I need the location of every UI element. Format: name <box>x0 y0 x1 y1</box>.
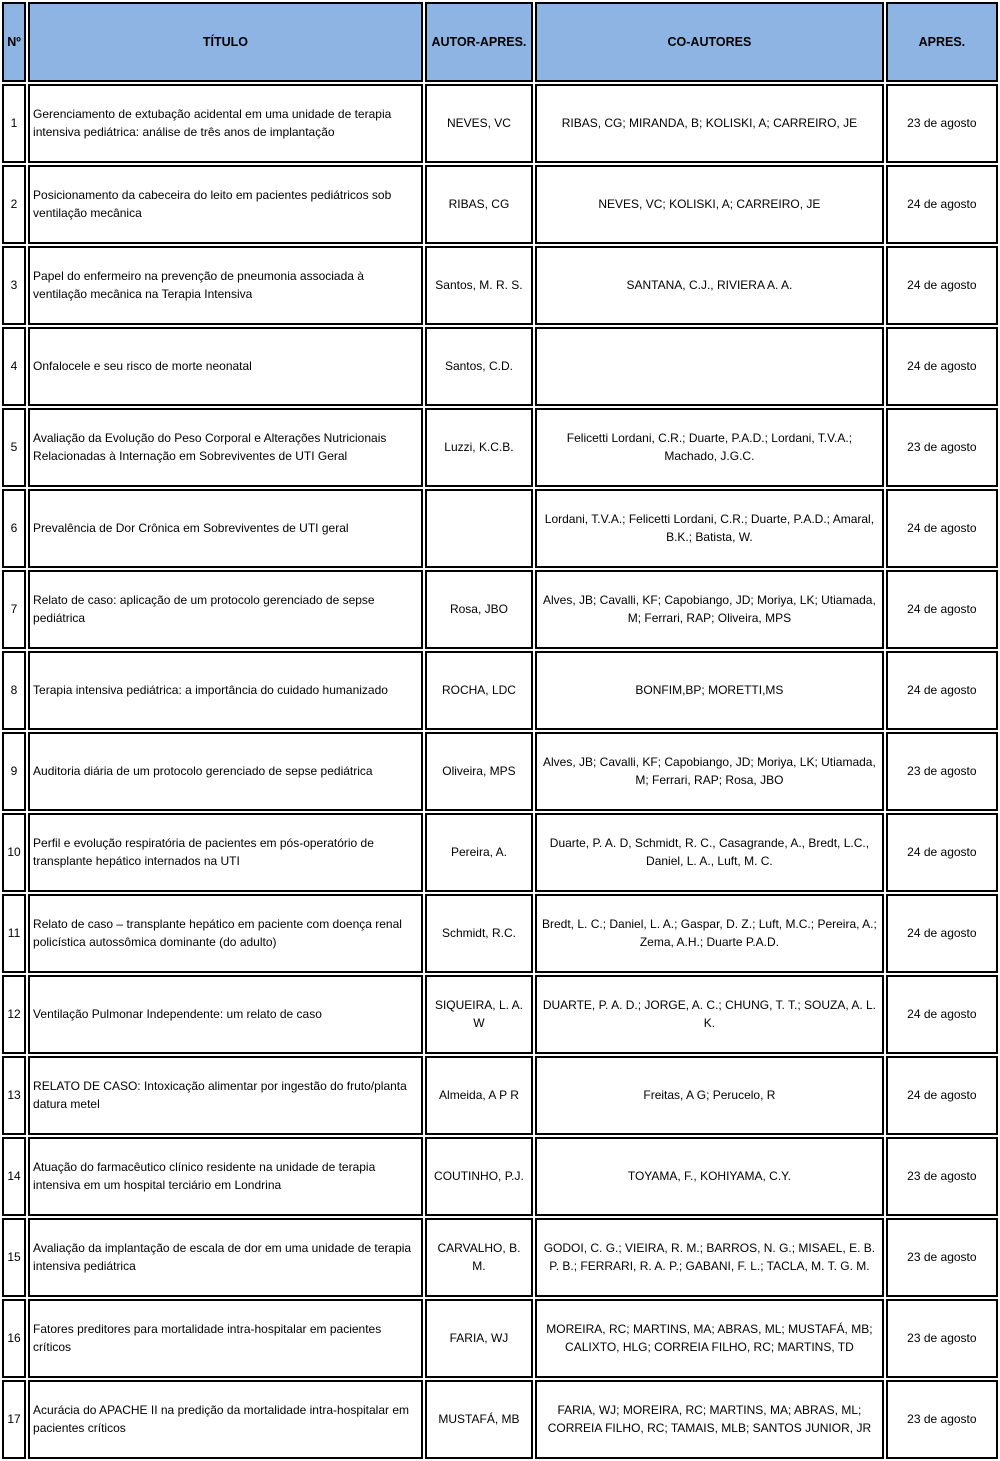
row-number-cell: 8 <box>2 651 26 730</box>
title-cell: Gerenciamento de extubação acidental em uma unidade de terapia intensiva pediátrica: análise de três anos de implantação <box>28 84 423 163</box>
date-cell: 24 de agosto <box>886 327 998 406</box>
table-row <box>2 1299 998 1378</box>
date-cell: 24 de agosto <box>886 894 998 973</box>
date-cell: 24 de agosto <box>886 246 998 325</box>
title-cell: Avaliação da implantação de escala de dor em uma unidade de terapia intensiva pediátrica <box>28 1218 423 1297</box>
author-cell: RIBAS, CG <box>425 165 533 244</box>
date-cell: 24 de agosto <box>886 651 998 730</box>
title-cell: Atuação do farmacêutico clínico residente na unidade de terapia intensiva em um hospital terciário em Londrina <box>28 1137 423 1216</box>
column-header-co-autores: CO-AUTORES <box>535 2 884 82</box>
title-cell: Acurácia do APACHE II na predição da mortalidade intra-hospitalar em pacientes críticos <box>28 1380 423 1459</box>
date-cell: 23 de agosto <box>886 408 998 487</box>
coauthors-cell: RIBAS, CG; MIRANDA, B; KOLISKI, A; CARREIRO, JE <box>535 84 884 163</box>
coauthors-cell: SANTANA, C.J., RIVIERA A. A. <box>535 246 884 325</box>
author-cell: FARIA, WJ <box>425 1299 533 1378</box>
date-cell: 23 de agosto <box>886 732 998 811</box>
title-cell: Onfalocele e seu risco de morte neonatal <box>28 327 423 406</box>
author-cell: SIQUEIRA, L. A. W <box>425 975 533 1054</box>
table-row <box>2 1056 998 1135</box>
coauthors-cell: Alves, JB; Cavalli, KF; Capobiango, JD; Moriya, LK; Utiamada, M; Ferrari, RAP; Oliveira, MPS <box>535 570 884 649</box>
author-cell: ROCHA, LDC <box>425 651 533 730</box>
date-cell: 23 de agosto <box>886 1137 998 1216</box>
coauthors-cell: Felicetti Lordani, C.R.; Duarte, P.A.D.; Lordani, T.V.A.; Machado, J.G.C. <box>535 408 884 487</box>
table-row <box>2 1137 998 1216</box>
author-cell: Santos, C.D. <box>425 327 533 406</box>
title-cell: Posicionamento da cabeceira do leito em pacientes pediátricos sob ventilação mecânica <box>28 165 423 244</box>
coauthors-cell: Freitas, A G; Perucelo, R <box>535 1056 884 1135</box>
coauthors-cell: Duarte, P. A. D, Schmidt, R. C., Casagrande, A., Bredt, L.C., Daniel, L. A., Luft, M. C. <box>535 813 884 892</box>
table-row <box>2 408 998 487</box>
table-row <box>2 651 998 730</box>
row-number-cell: 7 <box>2 570 26 649</box>
column-header-num: Nº <box>2 2 26 82</box>
author-cell: Rosa, JBO <box>425 570 533 649</box>
title-cell: Relato de caso – transplante hepático em paciente com doença renal policística autossômica dominante (do adulto) <box>28 894 423 973</box>
table-row <box>2 246 998 325</box>
coauthors-cell: DUARTE, P. A. D.; JORGE, A. C.; CHUNG, T. T.; SOUZA, A. L. K. <box>535 975 884 1054</box>
row-number-cell: 13 <box>2 1056 26 1135</box>
coauthors-cell: Lordani, T.V.A.; Felicetti Lordani, C.R.; Duarte, P.A.D.; Amaral, B.K.; Batista, W. <box>535 489 884 568</box>
row-number-cell: 12 <box>2 975 26 1054</box>
title-cell: Relato de caso: aplicação de um protocolo gerenciado de sepse pediátrica <box>28 570 423 649</box>
title-cell: RELATO DE CASO: Intoxicação alimentar por ingestão do fruto/planta datura metel <box>28 1056 423 1135</box>
title-cell: Ventilação Pulmonar Independente: um relato de caso <box>28 975 423 1054</box>
author-cell: MUSTAFÁ, MB <box>425 1380 533 1459</box>
coauthors-cell: Alves, JB; Cavalli, KF; Capobiango, JD; Moriya, LK; Utiamada, M; Ferrari, RAP; Rosa, JBO <box>535 732 884 811</box>
row-number-cell: 16 <box>2 1299 26 1378</box>
row-number-cell: 3 <box>2 246 26 325</box>
table-row <box>2 1218 998 1297</box>
table-body <box>2 84 998 1459</box>
row-number-cell: 6 <box>2 489 26 568</box>
table-row <box>2 489 998 568</box>
date-cell: 23 de agosto <box>886 1218 998 1297</box>
row-number-cell: 15 <box>2 1218 26 1297</box>
title-cell: Auditoria diária de um protocolo gerenciado de sepse pediátrica <box>28 732 423 811</box>
title-cell: Prevalência de Dor Crônica em Sobreviventes de UTI geral <box>28 489 423 568</box>
coauthors-cell: NEVES, VC; KOLISKI, A; CARREIRO, JE <box>535 165 884 244</box>
row-number-cell: 5 <box>2 408 26 487</box>
date-cell: 23 de agosto <box>886 1299 998 1378</box>
row-number-cell: 10 <box>2 813 26 892</box>
table-header <box>2 2 998 82</box>
row-number-cell: 11 <box>2 894 26 973</box>
coauthors-cell: Bredt, L. C.; Daniel, L. A.; Gaspar, D. Z.; Luft, M.C.; Pereira, A.; Zema, A.H.; Duarte P.A.D. <box>535 894 884 973</box>
date-cell: 24 de agosto <box>886 975 998 1054</box>
table-row <box>2 975 998 1054</box>
table-row <box>2 894 998 973</box>
table-row <box>2 327 998 406</box>
date-cell: 24 de agosto <box>886 813 998 892</box>
row-number-cell: 2 <box>2 165 26 244</box>
column-header-apres: APRES. <box>886 2 998 82</box>
author-cell: Luzzi, K.C.B. <box>425 408 533 487</box>
table-row <box>2 813 998 892</box>
title-cell: Terapia intensiva pediátrica: a importância do cuidado humanizado <box>28 651 423 730</box>
date-cell: 23 de agosto <box>886 84 998 163</box>
date-cell: 24 de agosto <box>886 570 998 649</box>
header-row <box>2 2 998 82</box>
coauthors-cell: MOREIRA, RC; MARTINS, MA; ABRAS, ML; MUSTAFÁ, MB; CALIXTO, HLG; CORREIA FILHO, RC; MARTINS, TD <box>535 1299 884 1378</box>
row-number-cell: 4 <box>2 327 26 406</box>
coauthors-cell: BONFIM,BP; MORETTI,MS <box>535 651 884 730</box>
author-cell: Pereira, A. <box>425 813 533 892</box>
coauthors-cell: TOYAMA, F., KOHIYAMA, C.Y. <box>535 1137 884 1216</box>
column-header-autor-apres: AUTOR-APRES. <box>425 2 533 82</box>
coauthors-cell: FARIA, WJ; MOREIRA, RC; MARTINS, MA; ABRAS, ML; CORREIA FILHO, RC; TAMAIS, MLB; SANTOS JUNIOR, JR <box>535 1380 884 1459</box>
table-row <box>2 84 998 163</box>
author-cell: Almeida, A P R <box>425 1056 533 1135</box>
author-cell: Oliveira, MPS <box>425 732 533 811</box>
row-number-cell: 14 <box>2 1137 26 1216</box>
column-header-titulo: TÍTULO <box>28 2 423 82</box>
row-number-cell: 9 <box>2 732 26 811</box>
coauthors-cell: GODOI, C. G.; VIEIRA, R. M.; BARROS, N. G.; MISAEL, E. B. P. B.; FERRARI, R. A. P.; GABANI, F. L.; TACLA, M. T. G. M. <box>535 1218 884 1297</box>
row-number-cell: 1 <box>2 84 26 163</box>
table-row <box>2 165 998 244</box>
date-cell: 23 de agosto <box>886 1380 998 1459</box>
table-row <box>2 1380 998 1459</box>
author-cell: Schmidt, R.C. <box>425 894 533 973</box>
date-cell: 24 de agosto <box>886 489 998 568</box>
author-cell <box>425 489 533 568</box>
author-cell: Santos, M. R. S. <box>425 246 533 325</box>
title-cell: Fatores preditores para mortalidade intra-hospitalar em pacientes críticos <box>28 1299 423 1378</box>
row-number-cell: 17 <box>2 1380 26 1459</box>
title-cell: Perfil e evolução respiratória de pacientes em pós-operatório de transplante hepático internados na UTI <box>28 813 423 892</box>
author-cell: NEVES, VC <box>425 84 533 163</box>
date-cell: 24 de agosto <box>886 1056 998 1135</box>
date-cell: 24 de agosto <box>886 165 998 244</box>
table-row <box>2 570 998 649</box>
title-cell: Papel do enfermeiro na prevenção de pneumonia associada à ventilação mecânica na Terapia Intensiva <box>28 246 423 325</box>
author-cell: COUTINHO, P.J. <box>425 1137 533 1216</box>
title-cell: Avaliação da Evolução do Peso Corporal e Alterações Nutricionais Relacionadas à Internação em Sobreviventes de UTI Geral <box>28 408 423 487</box>
coauthors-cell <box>535 327 884 406</box>
table-row <box>2 732 998 811</box>
author-cell: CARVALHO, B. M. <box>425 1218 533 1297</box>
